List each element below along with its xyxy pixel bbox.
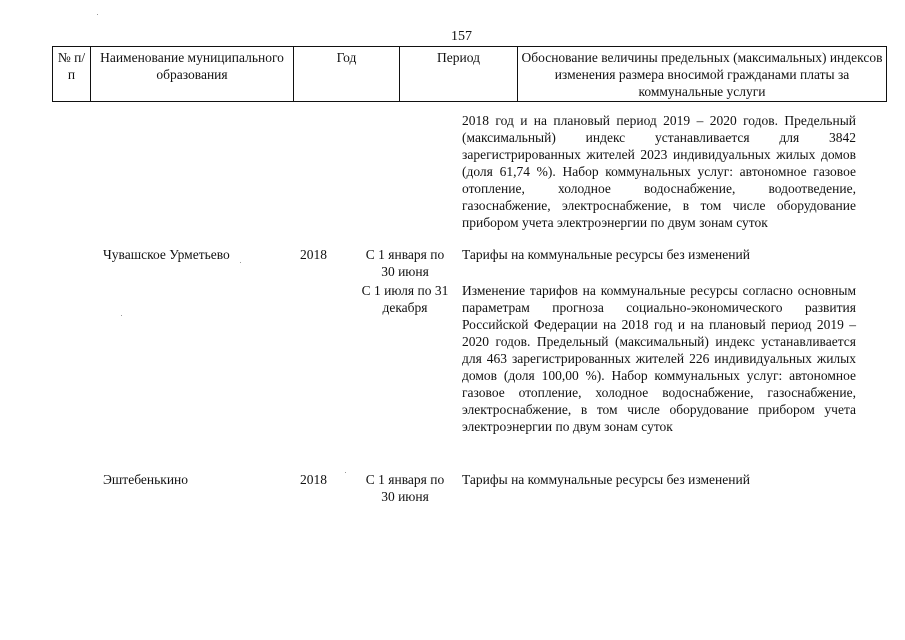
period-value: С 1 января по 30 июня — [365, 472, 445, 504]
header-municipality-name: Наименование муниципального образования — [91, 47, 294, 102]
basis-text: Тарифы на коммунальные ресурсы без изменений — [462, 472, 750, 487]
header-number: № п/п — [53, 47, 91, 102]
period-value: С 1 января по 30 июня — [365, 247, 445, 279]
basis-text: Изменение тарифов на коммунальные ресурсы согласно основным параметрам прогноза социально-экономического развития Российской Федерации на 2018 год и на плановый период 2019 – 2020 годов. Предельный (максимальный) индекс устанавливается для 463 зарегистрированных жителей 226 индивидуальных жилых домов (доля 100,00 %). Набор коммунальных услуг: автономное газовое отопление, холодное водоснабжение, газоснабжение, электроснабжение, в том числе оборудование прибором учета электроэнергии по двум зонам суток — [462, 283, 856, 434]
basis-text: Тарифы на коммунальные ресурсы без изменений — [462, 247, 750, 262]
header-year: Год — [294, 47, 400, 102]
period-value: С 1 июля по 31 декабря — [361, 283, 449, 315]
municipality-name: Эштебенькино — [103, 472, 189, 487]
header-basis: Обоснование величины предельных (максимальных) индексов изменения размера вносимой гражданами платы за коммунальные услуги — [518, 47, 887, 102]
header-period: Период — [400, 47, 518, 102]
scan-speck — [240, 262, 241, 263]
municipality-name: Чувашское Урметьево — [103, 247, 230, 262]
scan-speck — [345, 472, 346, 473]
year-value: 2018 — [300, 472, 327, 487]
year-value: 2018 — [300, 247, 327, 262]
scan-speck — [97, 14, 98, 15]
scan-speck — [121, 315, 122, 316]
continuation-basis-text: 2018 год и на плановый период 2019 – 2020 годов. Предельный (максимальный) индекс устанавливается для 3842 зарегистрированных жителей 2023 индивидуальных жилых домов (доля 61,74 %). Набор коммунальных услуг: автономное газовое отопление, холодное водоснабжение, водоотведение, газоснабжение, электроснабжение, в том числе оборудование прибором учета электроэнергии по двум зонам суток — [462, 113, 856, 230]
page-number: 157 — [451, 29, 472, 44]
table-header — [52, 46, 887, 102]
